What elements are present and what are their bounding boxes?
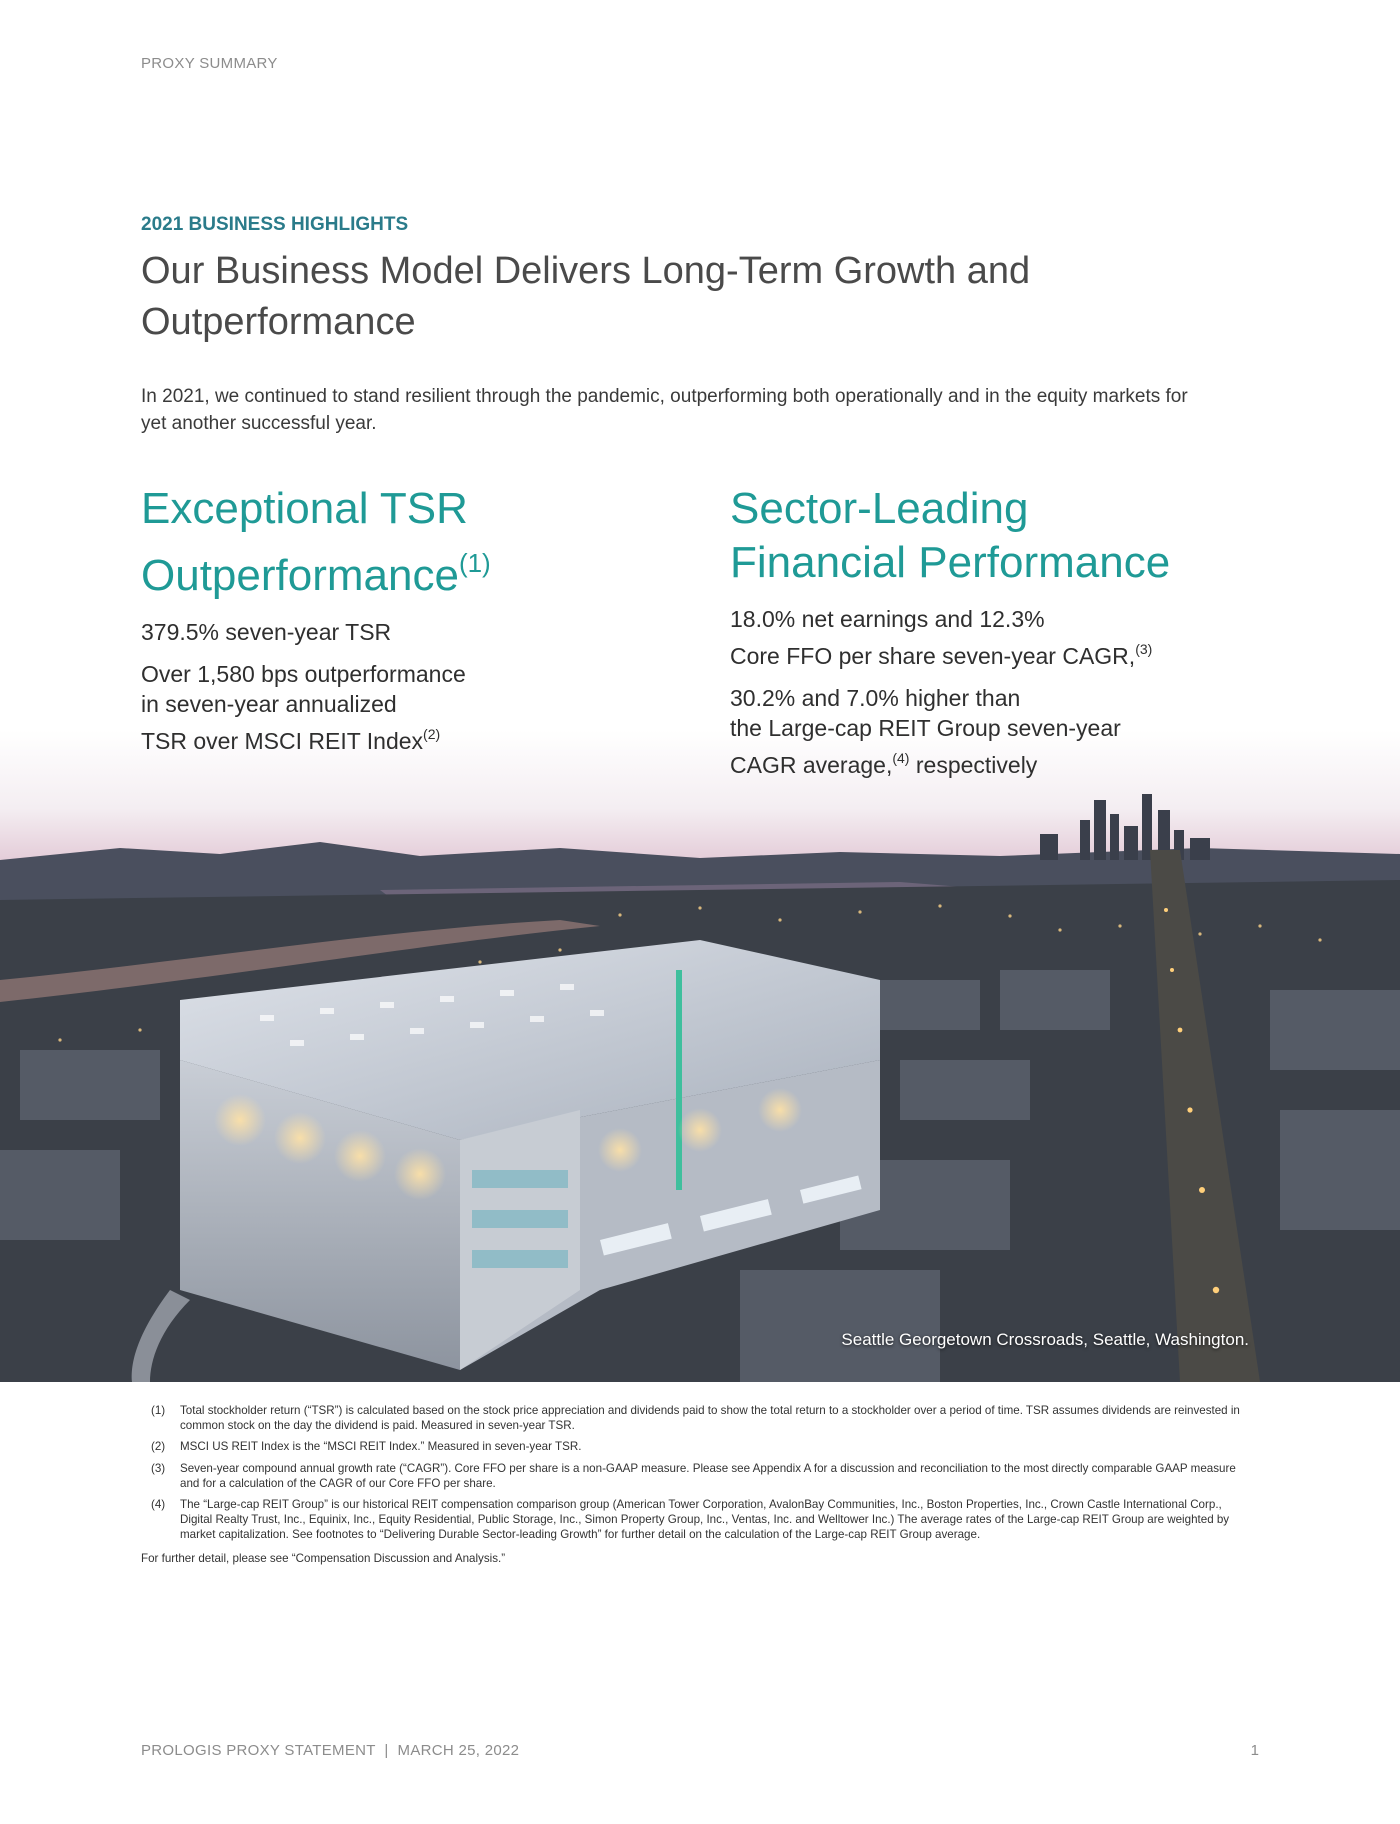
footnote-number: (3): [151, 1461, 166, 1475]
large-cap-line1: 30.2% and 7.0% higher than: [730, 685, 1021, 711]
outperformance-line2: in seven-year annualized: [141, 691, 397, 717]
large-cap-stat: [730, 683, 1330, 780]
outperformance-stat: [141, 659, 701, 756]
further-detail-note: For further detail, please see “Compensation Discussion and Analysis.”: [141, 1551, 506, 1565]
footnote-ref-4: (4): [892, 750, 910, 766]
intro-paragraph: In 2021, we continued to stand resilient through the pandemic, outperforming both operationally and in the equity markets for yet another successful year.: [141, 386, 1188, 434]
financial-heading-line1: Sector-Leading: [730, 484, 1029, 533]
footnote-item: [141, 1439, 1256, 1454]
large-cap-line3b: respectively: [909, 752, 1038, 778]
warehouse-aerial-photo: [0, 730, 1400, 1382]
footnote-item: [141, 1461, 1256, 1491]
footnote-text: MSCI US REIT Index is the “MSCI REIT Index.” Measured in seven-year TSR.: [180, 1440, 582, 1454]
outperformance-line1: Over 1,580 bps outperformance: [141, 661, 466, 687]
footnotes: [141, 1403, 1256, 1566]
tsr-stat: 379.5% seven-year TSR: [141, 619, 392, 645]
footnote-text: Total stockholder return (“TSR”) is calculated based on the stock price appreciation and dividends paid to show the total return to a stockholder over a period of time. TSR assumes dividends are reinvested in common stock on the day the dividend is paid. Measured in seven-year TSR.: [180, 1404, 1240, 1433]
tsr-heading-line2: Outperformance: [141, 551, 459, 600]
aerial-cityscape-illustration: [0, 730, 1400, 1382]
outperformance-line3: TSR over MSCI REIT Index: [141, 728, 424, 754]
footnote-ref-3: (3): [1135, 641, 1153, 657]
footnote-item: [141, 1403, 1256, 1433]
page-number: 1: [1250, 1742, 1259, 1759]
cagr-line2: Core FFO per share seven-year CAGR,: [730, 643, 1136, 669]
large-cap-line3a: CAGR average,: [730, 752, 893, 778]
section-eyebrow: 2021 BUSINESS HIGHLIGHTS: [141, 214, 409, 235]
financial-column: [730, 482, 1330, 780]
footnote-ref-2: (2): [423, 726, 441, 742]
large-cap-line2: the Large-cap REIT Group seven-year: [730, 715, 1121, 741]
footnote-text: The “Large-cap REIT Group” is our historical REIT compensation comparison group (American Tower Corporation, AvalonBay Communities, Inc., Boston Properties, Inc., Crown Castle International Corp., Digital Realty Trust, Inc., Equinix, Inc., Equity Residential, Public Storage, Inc., Simon Property Group, Inc., Ventas, Inc. and Welltower Inc.) The average rates of the Large-cap REIT Group are weighted by market capitalization. See footnotes to “Delivering Durable Sector-leading Growth” for further detail on the calculation of the Large-cap REIT Group average.: [180, 1498, 1230, 1542]
tsr-heading: [141, 482, 701, 603]
page-headline: Our Business Model Delivers Long-Term Growth and Outperformance: [141, 250, 1031, 343]
running-head: PROXY SUMMARY: [141, 55, 278, 72]
tsr-column: [141, 482, 701, 756]
cagr-stat: [730, 604, 1330, 671]
footnote-item: [141, 1497, 1256, 1543]
financial-heading-line2: Financial Performance: [730, 538, 1171, 587]
cagr-line1: 18.0% net earnings and 12.3%: [730, 606, 1045, 632]
photo-caption: Seattle Georgetown Crossroads, Seattle, Washington.: [841, 1330, 1249, 1349]
footnote-number: (2): [151, 1440, 166, 1454]
footnote-number: (1): [151, 1404, 166, 1417]
footnote-ref-1: (1): [458, 548, 491, 578]
footnote-number: (4): [151, 1498, 166, 1512]
financial-heading: [730, 482, 1330, 590]
footnote-text: Seven-year compound annual growth rate (“CAGR”). Core FFO per share is a non-GAAP measure. Please see Appendix A for a discussion and reconciliation to the most directly comparable GAAP measure and for a calculation of the CAGR of our Core FFO per share.: [180, 1461, 1236, 1490]
tsr-heading-line1: Exceptional TSR: [141, 484, 468, 533]
page-footer: PROLOGIS PROXY STATEMENT | MARCH 25, 2022: [141, 1742, 520, 1759]
